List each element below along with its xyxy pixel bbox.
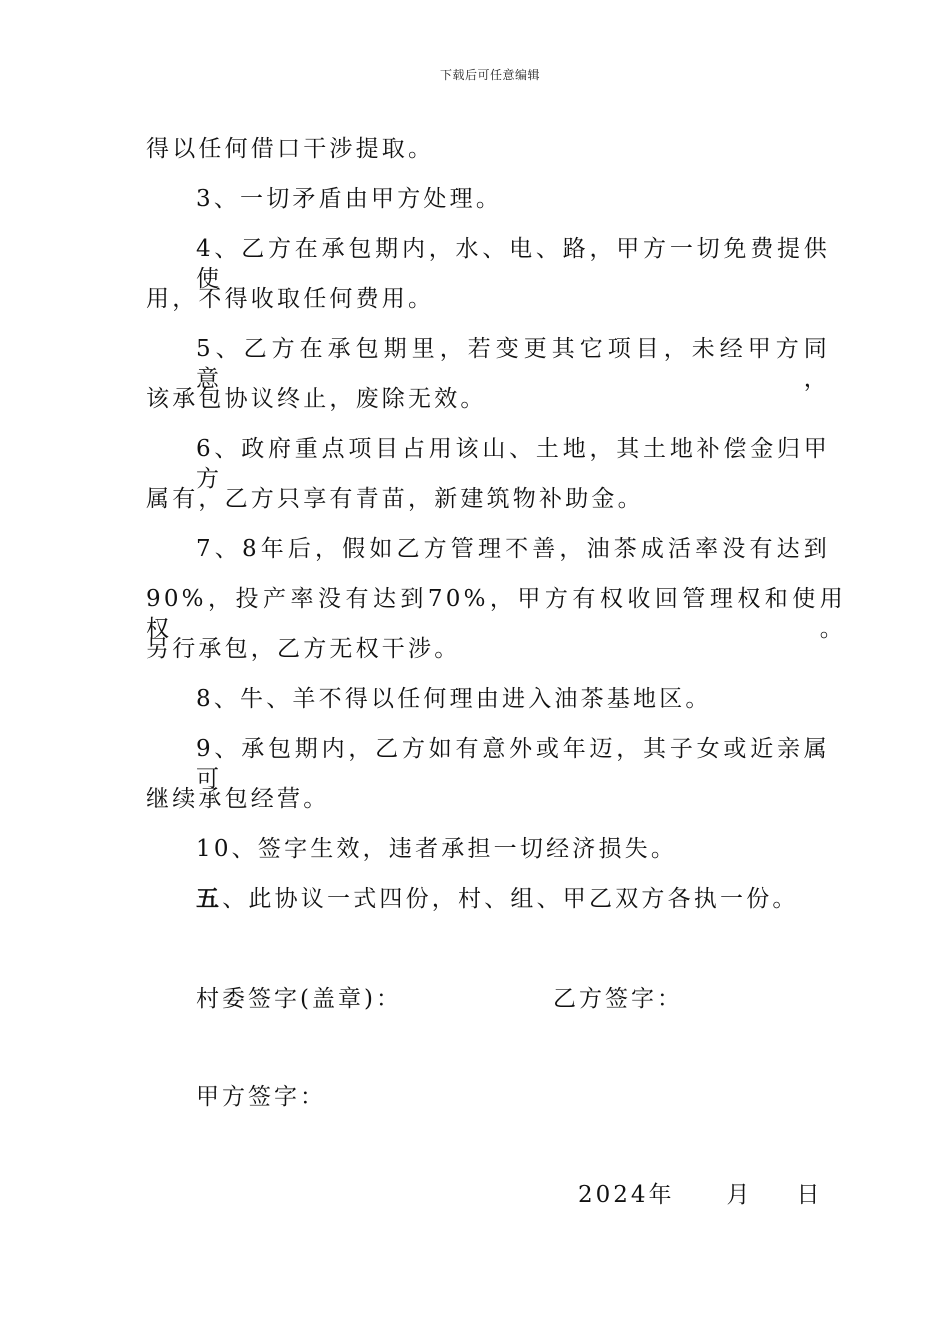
clause-5: 5、乙方在承包期里，若变更其它项目，未经甲方同意， (196, 336, 830, 392)
section-5-number: 五 (196, 885, 223, 912)
clause-8: 8、牛、羊不得以任何理由进入油茶基地区。 (196, 686, 712, 712)
signing-date (578, 1180, 823, 1210)
clause-3: 3、一切矛盾由甲方处理。 (196, 186, 503, 212)
section-5 (196, 884, 896, 914)
section-5-text: 、此协议一式四份，村、组、甲乙双方各执一份。 (222, 886, 799, 912)
clause-5-continued: 该承包协议终止，废除无效。 (146, 386, 487, 412)
clause-7-end: 另行承包，乙方无权干涉。 (146, 636, 461, 662)
village-signature-label: 村委签字(盖章)： (196, 986, 402, 1012)
clause-7: 7、8年后，假如乙方管理不善，油茶成活率没有达到 (196, 536, 830, 562)
clause-4: 4、乙方在承包期内，水、电、路，甲方一切免费提供使 (196, 236, 830, 292)
party-b-signature-label: 乙方签字： (553, 986, 683, 1012)
date-month: 月 (726, 1182, 753, 1208)
clause-7-continued: 90%，投产率没有达到70%，甲方有权收回管理权和使用权。 (146, 586, 846, 642)
date-day: 日 (796, 1182, 823, 1208)
clause-9: 9、承包期内，乙方如有意外或年迈，其子女或近亲属可 (196, 736, 830, 792)
party-a-signature-label: 甲方签字： (196, 1084, 326, 1110)
paragraph-line: 得以任何借口干涉提取。 (146, 136, 435, 162)
page-header: 下载后可任意编辑 (439, 68, 540, 82)
date-year: 2024年 (578, 1182, 675, 1208)
clause-6-continued: 属有，乙方只享有青苗，新建筑物补助金。 (146, 486, 644, 512)
clause-6: 6、政府重点项目占用该山、土地，其土地补偿金归甲方 (196, 436, 830, 492)
clause-10: 10、签字生效，违者承担一切经济损失。 (196, 836, 678, 862)
clause-4-continued: 用，不得收取任何费用。 (146, 286, 435, 312)
clause-9-continued: 继续承包经营。 (146, 786, 330, 812)
